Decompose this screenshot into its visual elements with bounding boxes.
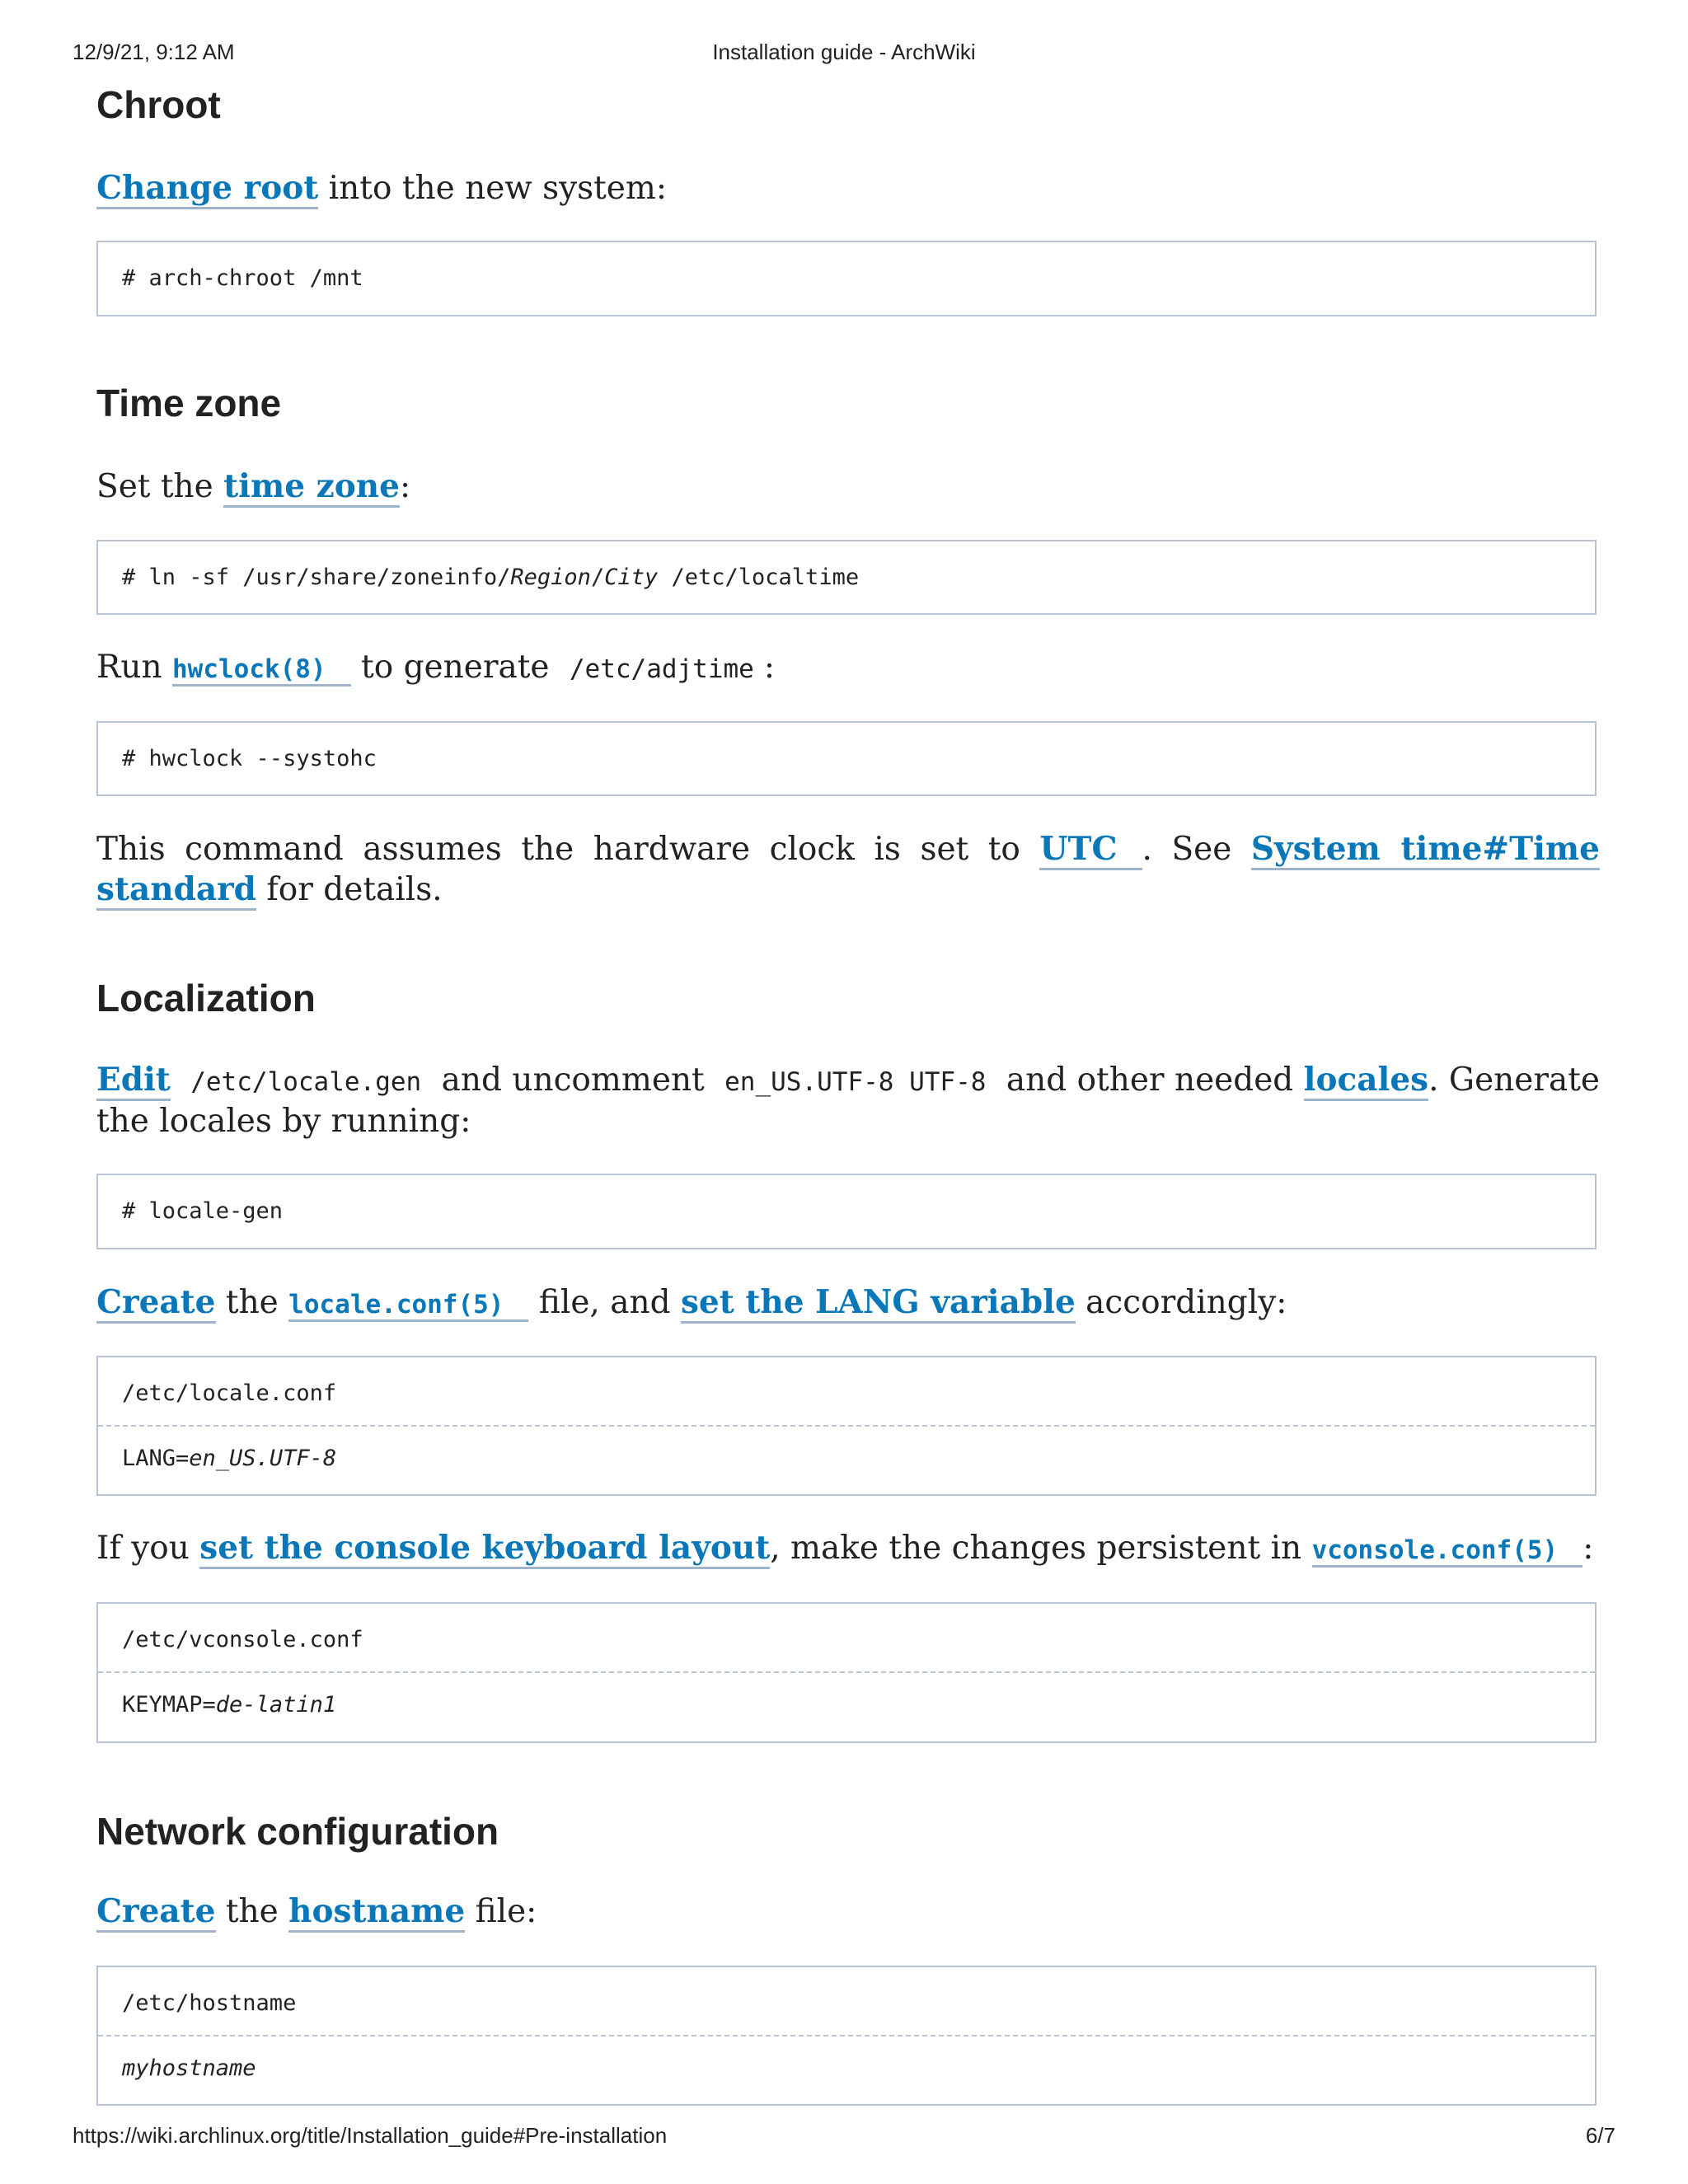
code-line: # hwclock --systohc — [122, 746, 377, 771]
heading-time-zone: Time zone — [96, 382, 282, 424]
code-en-us-utf8: en_US.UTF-8 UTF-8 — [724, 1067, 987, 1097]
file-name: /etc/locale.conf — [122, 1380, 337, 1406]
print-page-title: Installation guide - ArchWiki — [712, 40, 976, 64]
code-block-ln-localtime — [96, 540, 1597, 615]
file-separator — [98, 1425, 1595, 1427]
link-create-hostname[interactable]: Create — [96, 1892, 216, 1933]
hostname-paragraph: Create the hostname file: — [96, 1891, 1600, 1932]
heading-network-configuration: Network configuration — [96, 1810, 499, 1853]
file-separator — [98, 2035, 1595, 2036]
link-hwclock-man[interactable]: hwclock(8) — [172, 654, 351, 687]
file-content: myhostname — [122, 2055, 256, 2081]
locale-conf-paragraph: Create the locale.conf(5) file, and set the LANG variable accordingly: — [96, 1282, 1600, 1324]
vconsole-paragraph: If you set the console keyboard layout, make the changes persistent in vconsole.conf(5) : — [96, 1528, 1600, 1570]
link-hostname[interactable]: hostname — [288, 1892, 465, 1933]
chroot-paragraph: Change root into the new system: — [96, 168, 1600, 209]
file-name: /etc/hostname — [122, 1990, 297, 2016]
timezone-paragraph: Set the time zone: — [96, 466, 1600, 507]
link-locales[interactable]: locales — [1304, 1061, 1428, 1101]
link-console-keyboard-layout[interactable]: set the console keyboard layout — [199, 1529, 770, 1569]
code-locale-gen-file: /etc/locale.gen — [190, 1067, 422, 1097]
print-datetime: 12/9/21, 9:12 AM — [73, 40, 235, 64]
code-adjtime: /etc/adjtime — [569, 654, 754, 684]
link-change-root[interactable]: Change root — [96, 169, 318, 209]
file-name: /etc/vconsole.conf — [122, 1627, 363, 1652]
file-content: LANG=en_US.UTF-8 — [122, 1446, 337, 1471]
link-create[interactable]: Create — [96, 1283, 216, 1324]
link-vconsole-conf-man[interactable]: vconsole.conf(5) — [1312, 1535, 1583, 1568]
utc-paragraph: This command assumes the hardware clock is set to UTC . See System time#Time standard for details. — [96, 829, 1600, 910]
file-block-vconsole-conf — [96, 1602, 1597, 1743]
link-system-time-standard[interactable]: System time#Time standard — [96, 830, 1600, 911]
link-time-zone[interactable]: time zone — [223, 467, 400, 508]
link-edit[interactable]: Edit — [96, 1061, 171, 1101]
locale-gen-paragraph: Edit /etc/locale.gen and uncomment en_US.UTF-8 UTF-8 and other needed locales. Generate the locales by running: — [96, 1061, 1600, 1140]
heading-chroot: Chroot — [96, 83, 221, 126]
link-set-lang-variable[interactable]: set the LANG variable — [681, 1283, 1076, 1324]
file-block-locale-conf — [96, 1356, 1597, 1496]
print-page-number: 6/7 — [1585, 2123, 1615, 2148]
code-block-locale-gen — [96, 1174, 1597, 1249]
link-locale-conf-man[interactable]: locale.conf(5) — [288, 1290, 528, 1322]
link-utc[interactable]: UTC — [1039, 830, 1142, 870]
print-url: https://wiki.archlinux.org/title/Installation_guide#Pre-installation — [73, 2123, 668, 2148]
code-line: # ln -sf /usr/share/zoneinfo/Region/City /etc/localtime — [122, 565, 860, 590]
print-header — [73, 40, 1615, 69]
code-block-arch-chroot — [96, 241, 1597, 316]
file-content: KEYMAP=de-latin1 — [122, 1692, 337, 1718]
print-footer — [73, 2123, 1615, 2153]
hwclock-paragraph: Run hwclock(8) to generate /etc/adjtime : — [96, 649, 775, 686]
file-block-hostname — [96, 1966, 1597, 2106]
heading-localization: Localization — [96, 977, 316, 1019]
code-line: # locale-gen — [122, 1198, 284, 1224]
code-block-hwclock — [96, 721, 1597, 796]
code-line: # arch-chroot /mnt — [122, 265, 363, 291]
file-separator — [98, 1671, 1595, 1673]
